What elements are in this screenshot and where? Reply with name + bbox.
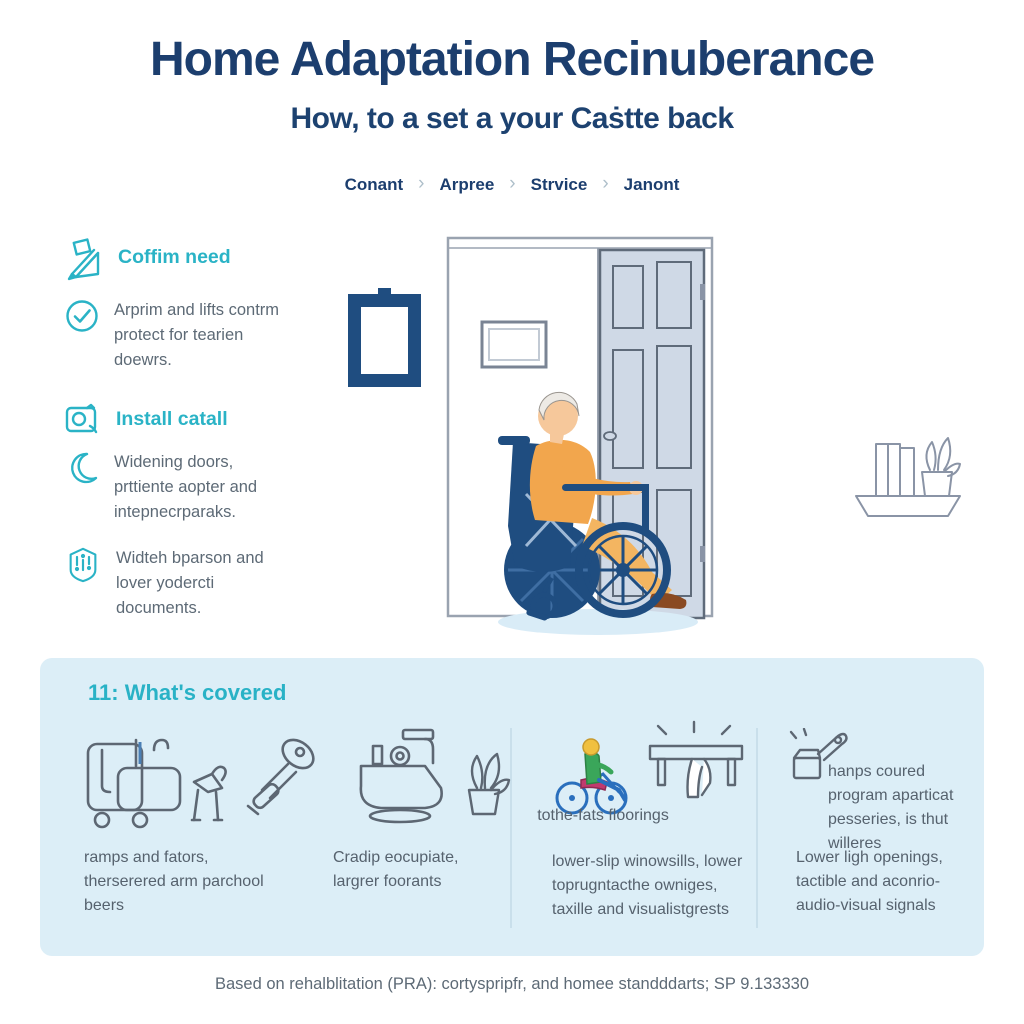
step-text: Widening doors, prttiente aopter and intepnecrparaks.	[114, 453, 258, 521]
breadcrumb-item-4[interactable]: Janont	[623, 175, 680, 194]
page-subtitle: How, to a set a your Caṡtte back	[290, 102, 734, 135]
page-title: Home Adaptation Recinuberance	[149, 33, 875, 86]
step-heading-confirm-need	[62, 238, 231, 282]
covered-col4-caption: hanps coured program aparticat pesseries, is thut willeres	[828, 763, 954, 852]
wheelchair-doorway-illustration	[330, 226, 730, 641]
commode-chair-icon	[78, 730, 243, 838]
breadcrumb	[0, 174, 1024, 196]
grab-bar-icon	[236, 732, 322, 822]
walker-icon	[192, 767, 226, 820]
step-heading-install	[62, 400, 228, 440]
covered-col1-text: ramps and fators, therserered arm parchool beers	[84, 849, 264, 914]
step-item-ramps-lifts	[64, 298, 294, 372]
panel-heading: 11: What's covered	[88, 680, 287, 705]
plant-icon	[469, 754, 509, 814]
footer-note: Based on rehalblitation (PRA): cortyspripfr, and homee standddarts; SP 9.133330	[214, 975, 810, 993]
picture-frame-icon	[348, 288, 421, 387]
covered-col3-text: lower-slip winowsills, lower toprugntacthe owniges, taxille and visualistgrests	[552, 853, 743, 918]
badge-icon	[64, 546, 102, 586]
breadcrumb-item-2[interactable]: Arpree	[439, 175, 495, 194]
covered-col2-text: Cradip eocupiate, largrer foorants	[333, 849, 459, 890]
toilet-icon	[345, 724, 515, 836]
step-label: Coffim need	[118, 246, 231, 268]
step-label: Install catall	[116, 408, 228, 430]
chevron-right-icon: ›	[418, 173, 425, 194]
breadcrumb-item-1[interactable]: Conant	[344, 175, 404, 194]
step-text: Arprim and lifts contrm protect for tearien doewrs.	[114, 301, 280, 369]
chevron-right-icon: ›	[602, 173, 609, 194]
covered-col4-text: Lower ligh openings, tactible and aconrio- audio-visual signals	[796, 849, 943, 914]
check-circle-icon	[64, 298, 100, 334]
pencil-edit-icon	[62, 238, 104, 282]
camera-icon	[62, 400, 102, 440]
whats-covered-panel	[40, 658, 984, 956]
step-item-documents	[64, 546, 294, 620]
chevron-right-icon: ›	[509, 173, 516, 194]
shelf-plant-books-icon	[846, 418, 970, 526]
wall-frame-icon	[482, 322, 546, 367]
moon-icon	[64, 450, 100, 486]
step-text: Widteh bparson and lover yodercti documents.	[116, 549, 264, 617]
breadcrumb-item-3[interactable]: Strvice	[530, 175, 588, 194]
step-item-widening-doors	[64, 450, 299, 524]
covered-col3-caption: tothe-fats floorings	[537, 807, 669, 824]
